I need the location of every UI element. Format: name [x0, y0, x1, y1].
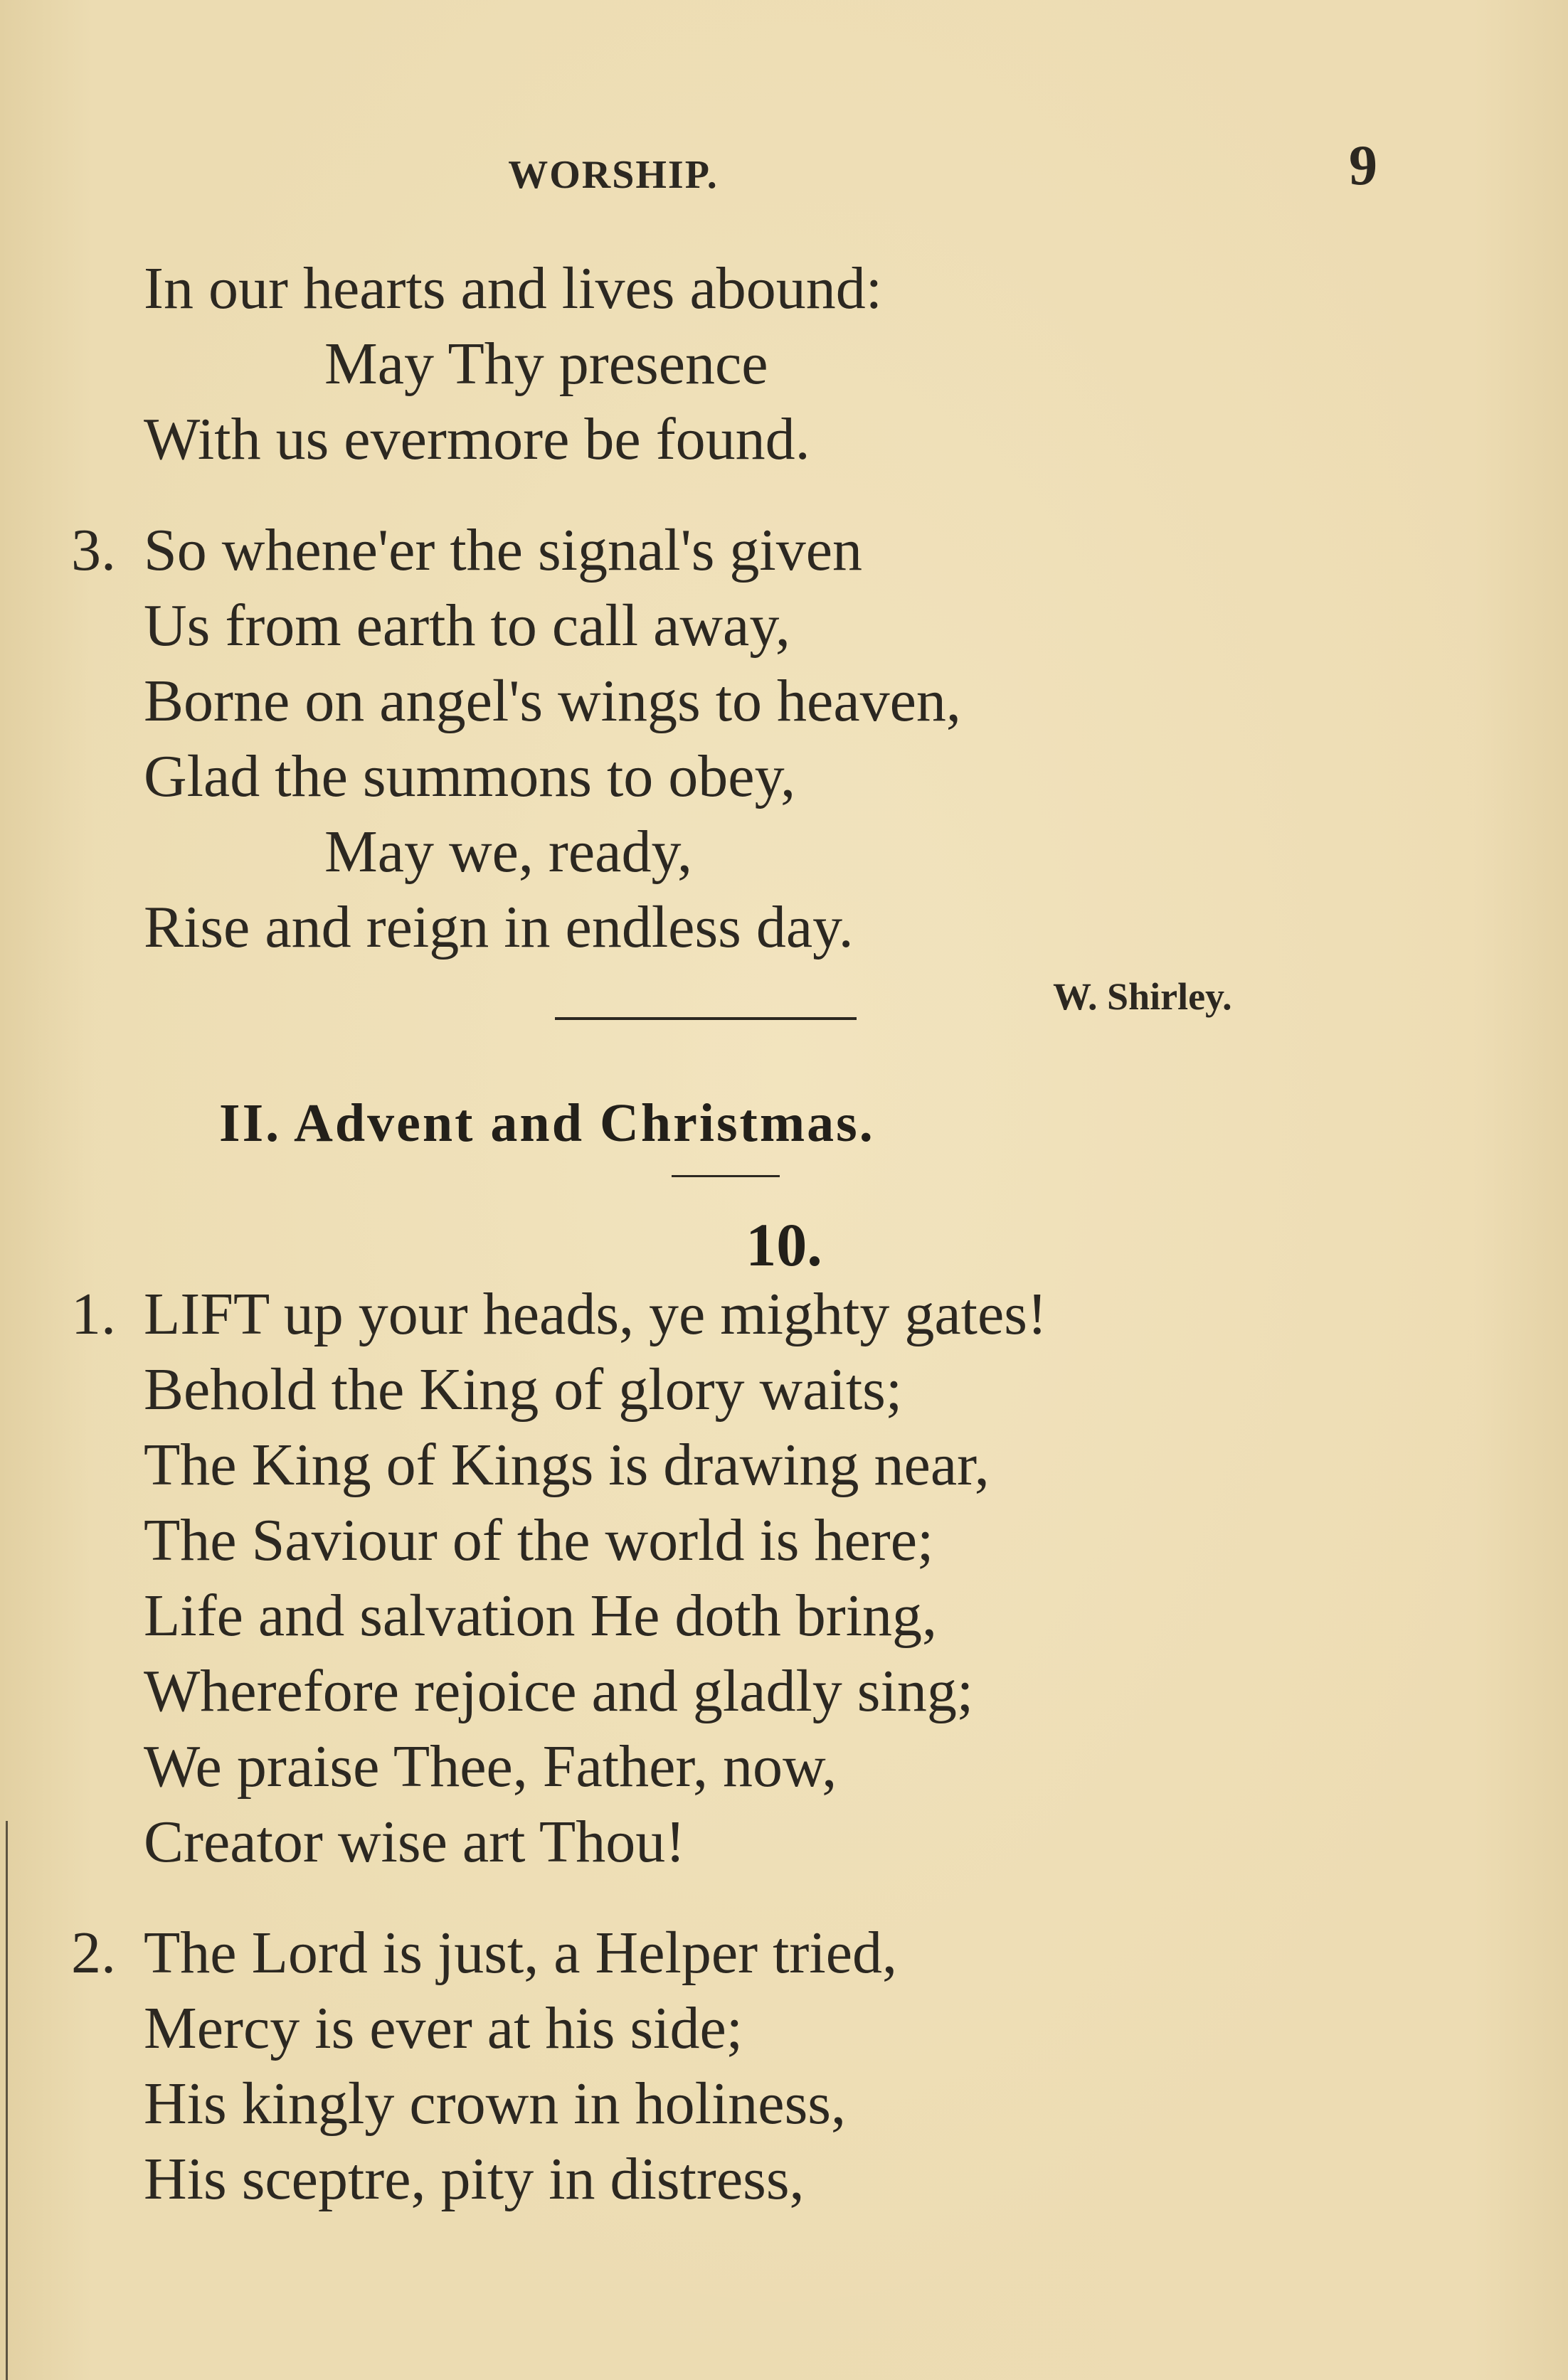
verse-line: Us from earth to call away, [144, 593, 790, 659]
verse-line: Glad the summons to obey, [144, 743, 796, 809]
stanza-number: 2. [71, 1920, 116, 1986]
verse-line: LIFT up your heads, ye mighty gates! [144, 1281, 1047, 1347]
author-attribution: W. Shirley. [1053, 975, 1232, 1018]
page-edge-line [6, 1821, 8, 2380]
hymn-number: 10. [746, 1211, 822, 1279]
verse-line: In our hearts and lives abound: [144, 255, 883, 322]
verse-line: The King of Kings is drawing near, [144, 1432, 990, 1498]
heading-underline-rule [672, 1175, 780, 1177]
verse-line: Wherefore rejoice and gladly sing; [144, 1658, 974, 1724]
verse-line: His sceptre, pity in distress, [144, 2146, 805, 2212]
verse-line: We praise Thee, Father, now, [144, 1733, 837, 1800]
verse-line: The Saviour of the world is here; [144, 1507, 934, 1573]
stanza-number: 1. [71, 1281, 116, 1347]
verse-line: Life and salvation He doth bring, [144, 1583, 938, 1649]
verse-line: The Lord is just, a Helper tried, [144, 1920, 898, 1986]
verse-line: Borne on angel's wings to heaven, [144, 668, 961, 734]
verse-line: With us evermore be found. [144, 406, 810, 472]
verse-line: Behold the King of glory waits; [144, 1356, 903, 1423]
verse-line: His kingly crown in holiness, [144, 2071, 846, 2137]
page-number: 9 [1349, 134, 1377, 197]
verse-line: Mercy is ever at his side; [144, 1995, 743, 2061]
verse-line: So whene'er the signal's given [144, 517, 863, 583]
verse-line: Rise and reign in endless day. [144, 894, 854, 960]
stanza-number: 3. [71, 517, 116, 583]
verse-line: Creator wise art Thou! [144, 1809, 686, 1875]
running-header: WORSHIP. [508, 153, 719, 197]
verse-line: May we, ready, [324, 819, 693, 885]
section-heading: II. Advent and Christmas. [219, 1093, 875, 1153]
verse-line: May Thy presence [324, 331, 768, 397]
section-divider-rule [555, 1017, 857, 1020]
